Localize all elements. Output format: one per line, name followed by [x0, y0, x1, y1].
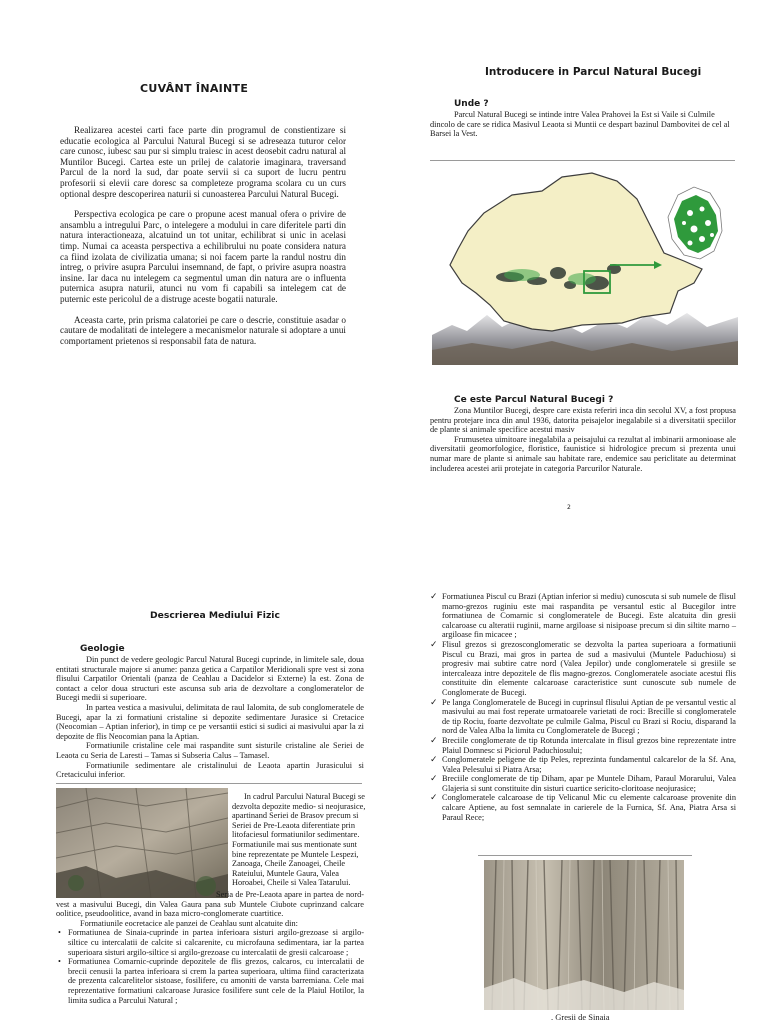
- geologie-paragraph-2: In partea vestica a masivului, delimitata de raul Ialomita, de sub conglomeratele de Bucegi, apar la zi formatiuni cristaline si depozite sedimentare Jurasice si Cretacice (Neocomian – Aptian inferior), in timp ce pe versantii estici si sudici ai masivului apar la zi depozite de flis Neocomian pana la Aptian.: [56, 702, 364, 741]
- geologie-paragraph-1: Din punct de vedere geologic Parcul Natural Bucegi cuprinde, in limitele sale, doua entitati structurale majore si anume: panza getica a Carpatilor Meridionali spre vest si zona flisului Carpatilor Orientali (panza de Ceahlau a Dacidelor si Externe) la est. Zona de contact a celor doua structuri este ascunsa sub aria de dezvoltare a conglomeratelor de Bucegi medii si superioare.: [56, 655, 364, 703]
- rock-variety-6: ✓ Breciile conglomerate de tip Diham, apar pe Muntele Diham, Paraul Morarului, Valea Glajeria si sunt constituite din sisturi cuartice sericito-cloritoase neojurasice;: [430, 774, 736, 793]
- geologie-paragraph-3: Formatiunile cristaline cele mai raspandite sunt sisturile cristaline ale Seriei de Leaota cu Seria de Laresti – Tamas si Subseria Calus – Tamasel.: [56, 741, 364, 760]
- ceahlau-item-1: • Formatiunea de Sinaia-cuprinde in partea inferioara sisturi argilo-grezoase si argilo-siltice cu intercalatii de calcite si calcarenite, cu microfauna sedimentara, iar la partea superioara sisturi argilo-siltice si argilo-grezoase cu intercalatii de gresii calcaroase ;: [56, 928, 364, 957]
- rock-variety-5: ✓ Conglomeratele peligene de tip Peles, reprezinta fundamentul calcarelor de la Sf. Ana, Valea Pelesului si Piatra Arsa;: [430, 755, 736, 774]
- unde-heading: Unde ?: [454, 99, 489, 109]
- foreword-text: [60, 125, 346, 346]
- photo-side-paragraph: In cadrul Parcului Natural Bucegi se dezvolta depozite medio- si neojurasice, apartinand Seriei de Brasov precum si Seriei de Pre-Leaota diferentiate prin litofaciesul formatiunilor sedimentare. Formatiunile mai sus mentionate sunt bine reprezentate pe Muntele Lespezi, Zanoaga, Cheile Zanoagei, Cheile Rateiului, Muntele Gaura, Valea Horoabei, Cheile si Valea Tatarului.: [232, 792, 366, 888]
- geologie-paragraph-4: Formatiunile sedimentare ale cristalinului de Leaota apartin Jurasicului si Cretacicului inferior.: [56, 760, 364, 780]
- ceahlau-intro: Formatiunile eocretacice ale panzei de Ceahlau sunt alcatuite din:: [80, 918, 298, 928]
- intro-title: Introducere in Parcul Natural Bucegi: [485, 66, 702, 78]
- rock-outcrop-photo-icon: [56, 788, 228, 898]
- right-divider: [478, 855, 692, 856]
- page-number: 2: [567, 504, 571, 511]
- rock-variety-1: ✓ Formatiunea Piscul cu Brazi (Aptian inferior si mediu) cunoscuta si sub numele de flisul marno-grezos ruginiu este mai raspandita pe versantul estic al Bucegilor intre formatiunea de Comarnic si conglomeratele de Bucegi. Este alcatuita din gresii calcaroase cu alteratii ruginii, marne argiloase si nisipoase precum si din siltite marno – argiloase fin micacee ;: [430, 592, 736, 640]
- geologie-divider: [56, 783, 362, 784]
- photo-side-text: [232, 792, 366, 888]
- ce-text: [430, 406, 736, 473]
- top-divider: [430, 160, 735, 161]
- photo-caption: . Gresii de Sinaia: [551, 1012, 610, 1022]
- rock-variety-2: ✓ Flisul grezos si grezosconglomeratic se dezvolta la partea superioara a formatiunii Piscul cu Brazi, mai gros in partea de sud a masivului (Muntele Paduchiosu) si progresiv mai subtire catre nord (Valea Jepilor) unde conglomeratele si gresiile se intercaleaza intre depozitele de flis magno-grezos. Conglomeratele asociate acestui flis constituite din elemente calcaroase caracteristice sunt cunoscute sub numele de Conglomerate de Bucegi.: [430, 640, 736, 698]
- page-title: CUVÂNT ÎNAINTE: [140, 82, 249, 95]
- rock-variety-7: ✓ Conglomeratele calcaroase de tip Velicanul Mic cu elemente calcaroase provenite din calcare Aptiene, au fost semnalate in carierele de la Furnica, Sf. Ana, Piatra Arsa si Paraul Rece;: [430, 793, 736, 822]
- rock-variety-3: ✓ Pe langa Conglomeratele de Bucegi in cuprinsul flisului Aptian de pe versantul vestic al masivului au mai fost reperate urmatoarele varietati de roci: Brecille si conglomeratele de tip Rociu, foarte dezvoltate pe culmile Galma, Piscul cu Brazi si Rociu, disparand la nord de Valea Alba la limita cu Conglomeratele de Bucegi ;: [430, 698, 736, 736]
- unde-paragraph: Parcul Natural Bucegi se intinde intre Valea Prahovei la Est si Vaile si Culmile dincolo de care se ridica Masivul Leaota si Muntii ce despart bazinul Dambovitei de cel al Barsei la Vest.: [430, 110, 730, 139]
- ce-heading: Ce este Parcul Natural Bucegi ?: [454, 395, 614, 405]
- romania-map-icon: [432, 165, 738, 365]
- rock-varieties-list: [430, 592, 736, 822]
- pre-leaota-paragraph: Seria de Pre-Leaota apare in partea de nord-vest a masivului Bucegi, din Valea Gaura pana sub Muntele Ciubote cuprinzand calcare oolitice, pseudoolitice, avand in baza micro-conglomerate cuartitice.: [56, 890, 364, 919]
- unde-text: [430, 110, 740, 139]
- geologie-text: [56, 655, 364, 780]
- section-title: Descrierea Mediului Fizic: [150, 610, 280, 621]
- ceahlau-list: [56, 928, 364, 1005]
- foreword-paragraph-3: Aceasta carte, prin prisma calatoriei pe care o descrie, constituie asadar o cautare de modalitati de intelegere a mecanismelor naturale si adoptare a unui comportament prietenos si responsabil fata de natura.: [60, 314, 346, 346]
- foreword-paragraph-2: Perspectiva ecologica pe care o propune acest manual ofera o privire de ansamblu a intregului Parc, o intelegere a modului in care diferitele parti din natura interactioneaza, alcatuind un tot unitar, echilibrat si unic in acelasi timp. Numai ca aceasta perspectiva a echilibrului nu poate considera natura ca fiind izolata de civilizatia umana; si noi facem parte la randul nostru din intreg, o privire asupra Parcului insemnand, de fapt, o privire asupra noastra insine. Iar daca nu intelegem ca segmentul uman din natura are o influenta puternica asupra naturii, atunci nu vom fi capabili sa intelegem cat de puternic este pericolul de a distruge aceste bogatii naturale.: [60, 209, 346, 304]
- ce-paragraph-2: Frumusetea uimitoare inegalabila a peisajului ca rezultat al imbinarii armonioase ale diversitatii geomorfologice, floristice, faunistice si hidrologice precum si prezenta unui numar mare de plante si animale sau habitate rare, endemice sau periclitate au determinat includerea acestei arii protejate in categoria Parcurilor Naturale.: [430, 434, 736, 473]
- rock-variety-4: ✓ Breciile conglomerate de tip Rotunda intercalate in flisul grezos bine reprezentate intre Plaiul Domnesc si Piciorul Paduchiosului;: [430, 736, 736, 755]
- geologie-heading: Geologie: [80, 644, 125, 654]
- foreword-paragraph-1: Realizarea acestei carti face parte din programul de constientizare si educatie ecologica al Parcului Natural Bucegi si se adreseaza tuturor celor care cunosc, iubesc sau pur si simplu traiesc in acest deosebit cadru natural al Muntilor Bucegi. Cartea este un prilej de calatorie imaginara, traversand Parcul de la nord la sud, dar poate servii si ca suport de lucru pentru profesorii si elevii care doresc sa completeze programa scolara cu un curs optional despre descoperirea naturii si cunoasterea Parcului Natural Bucegi.: [60, 125, 346, 199]
- ce-paragraph-1: Zona Muntilor Bucegi, despre care exista referiri inca din secolul XV, a fost propusa pentru protejare inca din anul 1936, datorita peisajelor inegalabile si a diversitatii speciilor de plante si animale specifice acestui masiv: [430, 406, 736, 435]
- sinaia-sandstone-photo-icon: [484, 860, 684, 1010]
- ceahlau-item-2: • Formatiunea Comarnic-cuprinde depozitele de flis grezos, calcaros, cu intercalatii de brecii cenusii la partea inferioara si crem la partea superioara, ultima fiind caracterizata de prezenta calcarelitelor sistoase, fosilifere, cu amoniti de varsta barremiana. Cele mai reprezentative formatiuni calcaroase Jurasice fosilifere sunt cele de la Plaiul Hotilor, la limita sudica a Parcului Natural ;: [56, 957, 364, 1005]
- pre-leaota-text: [56, 890, 364, 1005]
